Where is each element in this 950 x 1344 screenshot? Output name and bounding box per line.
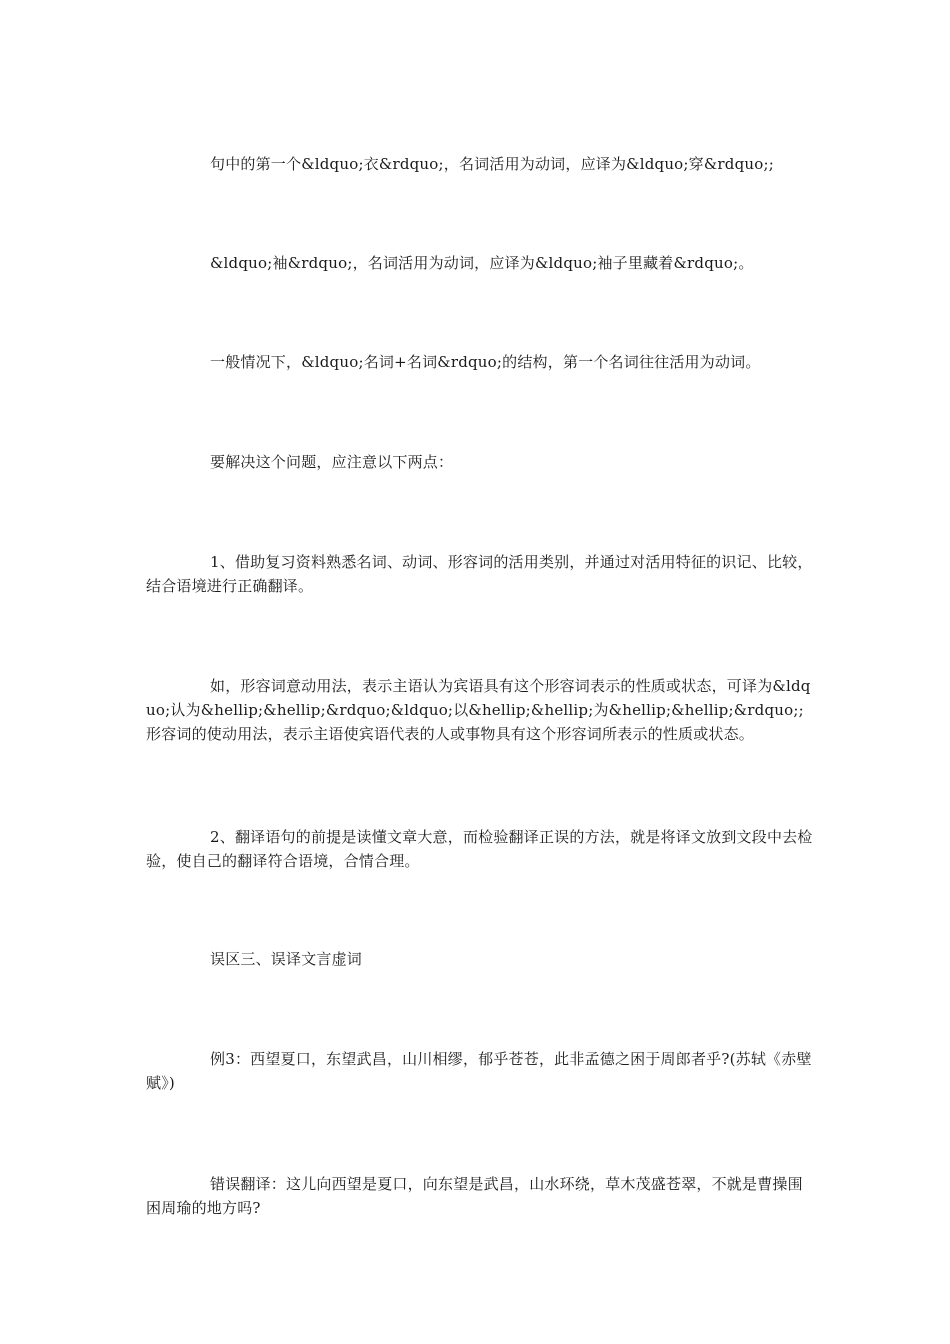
paragraph-wrong-translation: 错误翻译：这儿向西望是夏口，向东望是武昌，山水环绕，草木茂盛苍翠，不就是曹操围困周瑜的地方吗? [146, 1175, 803, 1217]
section-heading-mistake-three: 误区三、误译文言虚词 [210, 950, 363, 968]
paragraph-yi-explanation: 句中的第一个&ldquo;衣&rdquo;，名词活用为动词，应译为&ldquo;穿&rdquo;; [210, 155, 774, 173]
paragraph-adjective-usage: 如，形容词意动用法，表示主语认为宾语具有这个形容词表示的性质或状态，可译为&ldquo;认为&hellip;&hellip;&rdquo;&ldquo;以&hellip;&hellip;为&hellip;&hellip;&rdquo;;形容词的使动用法，表示主语使宾语代表的人或事物具有这个形容词所表示的性质或状态。 [146, 677, 811, 743]
paragraph-point-one: 1、借助复习资料熟悉名词、动词、形容词的活用类别，并通过对活用特征的识记、比较，结合语境进行正确翻译。 [146, 553, 813, 595]
paragraph-xiu-explanation: &ldquo;袖&rdquo;，名词活用为动词，应译为&ldquo;袖子里藏着&rdquo;。 [210, 254, 754, 272]
paragraph-noun-noun-rule: 一般情况下，&ldquo;名词+名词&rdquo;的结构，第一个名词往往活用为动词。 [210, 353, 761, 371]
paragraph-two-points-intro: 要解决这个问题，应注意以下两点： [210, 453, 454, 471]
paragraph-example-three: 例3：西望夏口，东望武昌，山川相缪，郁乎苍苍，此非孟德之困于周郎者乎?(苏轼《赤壁赋》) [146, 1050, 812, 1092]
paragraph-point-two: 2、翻译语句的前提是读懂文章大意，而检验翻译正误的方法，就是将译文放到文段中去检验，使自己的翻译符合语境，合情合理。 [146, 828, 813, 870]
